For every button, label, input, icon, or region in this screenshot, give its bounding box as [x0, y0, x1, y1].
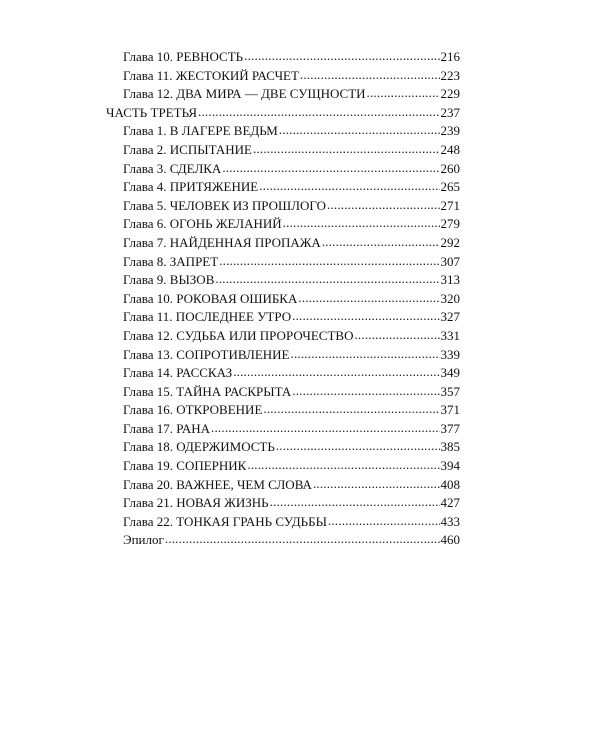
toc-entry	[123, 346, 460, 365]
toc-entry-page: 327	[440, 309, 460, 325]
toc-entry	[123, 234, 460, 253]
dot-leader	[354, 326, 439, 345]
toc-entry-title: Глава 11. ПОСЛЕДНЕЕ УТРО	[123, 309, 292, 325]
toc-entry-title: Эпилог	[123, 532, 164, 548]
toc-entry-title: Глава 22. ТОНКАЯ ГРАНЬ СУДЬБЫ	[123, 513, 327, 529]
toc-entry-page: 394	[440, 458, 460, 474]
toc-entry	[123, 420, 460, 439]
toc-entry-title: Глава 18. ОДЕРЖИМОСТЬ	[123, 439, 275, 455]
dot-leader	[322, 233, 440, 252]
toc-entry-page: 331	[440, 327, 460, 343]
toc-entry-page: 292	[440, 234, 460, 250]
toc-entry-page: 313	[440, 272, 460, 288]
toc-entry-title: Глава 13. СОПРОТИВЛЕНИЕ	[123, 346, 290, 362]
toc-entry-title: Глава 1. В ЛАГЕРЕ ВЕДЬМ	[123, 123, 278, 139]
toc-entry	[123, 141, 460, 160]
toc-entry	[123, 494, 460, 513]
toc-entry-page: 371	[440, 402, 460, 418]
dot-leader	[300, 66, 440, 85]
dot-leader	[327, 196, 440, 215]
toc-entry-page: 339	[440, 346, 460, 362]
toc-entry-title: Глава 3. СДЕЛКА	[123, 160, 222, 176]
toc-entry-title: Глава 9. ВЫЗОВ	[123, 272, 215, 288]
toc-entry-page: 349	[440, 365, 460, 381]
dot-leader	[211, 419, 439, 438]
toc-entry	[123, 290, 460, 309]
dot-leader	[244, 47, 439, 66]
toc-entry-page: 265	[440, 179, 460, 195]
toc-entry-title: Глава 8. ЗАПРЕТ	[123, 253, 219, 269]
toc-entry-page: 260	[440, 160, 460, 176]
toc-entry-title: Глава 20. ВАЖНЕЕ, ЧЕМ СЛОВА	[123, 476, 312, 492]
toc-entry	[123, 401, 460, 420]
dot-leader	[292, 382, 439, 401]
toc-entry-page: 216	[440, 49, 460, 64]
toc-epilogue-entry	[123, 531, 460, 550]
toc-entry-page: 320	[440, 290, 460, 306]
dot-leader	[215, 270, 439, 289]
toc-entry-title: Глава 4. ПРИТЯЖЕНИЕ	[123, 179, 259, 195]
dot-leader	[276, 437, 440, 456]
dot-leader	[198, 103, 439, 122]
toc-entry	[123, 327, 460, 346]
toc-entry	[123, 178, 460, 197]
toc-part-title: ЧАСТЬ ТРЕТЬЯ	[106, 104, 198, 120]
toc-entry-page: 377	[440, 420, 460, 436]
toc-entry	[123, 383, 460, 402]
dot-leader	[259, 177, 439, 196]
toc-entry	[123, 253, 460, 272]
toc-entry	[123, 67, 460, 86]
dot-leader	[222, 159, 439, 178]
dot-leader	[253, 140, 440, 159]
toc-entry	[123, 513, 460, 532]
toc-entry-title: Глава 19. СОПЕРНИК	[123, 458, 247, 474]
toc-entry-title: Глава 14. РАССКАЗ	[123, 365, 233, 381]
toc-entry-page: 279	[440, 216, 460, 232]
toc-entry-title: Глава 2. ИСПЫТАНИЕ	[123, 141, 252, 157]
toc-entry-title: Глава 10. РЕВНОСТЬ	[123, 49, 244, 64]
toc-entry-page: 237	[440, 104, 460, 120]
toc-entry	[123, 457, 460, 476]
toc-entry	[123, 438, 460, 457]
toc-entry-title: Глава 16. ОТКРОВЕНИЕ	[123, 402, 263, 418]
dot-leader	[270, 493, 440, 512]
toc-entry-title: Глава 21. НОВАЯ ЖИЗНЬ	[123, 495, 269, 511]
toc-entry-title: Глава 6. ОГОНЬ ЖЕЛАНИЙ	[123, 216, 282, 232]
dot-leader	[263, 400, 439, 419]
toc-entry-title: Глава 17. РАНА	[123, 420, 211, 436]
dot-leader	[219, 252, 439, 271]
dot-leader	[298, 289, 439, 308]
toc-entry-page: 239	[440, 123, 460, 139]
table-of-contents	[0, 48, 600, 550]
toc-entry-title: Глава 7. НАЙДЕННАЯ ПРОПАЖА	[123, 234, 321, 250]
dot-leader	[247, 456, 439, 475]
toc-entry	[123, 215, 460, 234]
toc-entry	[123, 271, 460, 290]
dot-leader	[291, 345, 440, 364]
toc-entry	[123, 364, 460, 383]
toc-entry-title: Глава 12. СУДЬБА ИЛИ ПРОРОЧЕСТВО	[123, 327, 354, 343]
toc-entry-page: 427	[440, 495, 460, 511]
dot-leader	[279, 121, 440, 140]
dot-leader	[328, 512, 440, 531]
dot-leader	[292, 307, 439, 326]
toc-entry-title: Глава 10. РОКОВАЯ ОШИБКА	[123, 290, 298, 306]
toc-entry-page: 271	[440, 197, 460, 213]
toc-entry-page: 248	[440, 141, 460, 157]
dot-leader	[283, 214, 440, 233]
dot-leader	[313, 475, 440, 494]
toc-entry-page: 229	[440, 86, 460, 102]
toc-entry	[123, 476, 460, 495]
toc-entry	[123, 85, 460, 104]
toc-entry-title: Глава 12. ДВА МИРА — ДВЕ СУЩНОСТИ	[123, 86, 366, 102]
toc-entry-page: 307	[440, 253, 460, 269]
dot-leader	[165, 530, 440, 549]
toc-entry-page: 357	[440, 383, 460, 399]
toc-entry-title: Глава 15. ТАЙНА РАСКРЫТА	[123, 383, 292, 399]
toc-entry	[123, 197, 460, 216]
toc-entry	[123, 160, 460, 179]
toc-entry-title: Глава 11. ЖЕСТОКИЙ РАСЧЕТ	[123, 67, 299, 83]
toc-entry-page: 408	[440, 476, 460, 492]
dot-leader	[367, 84, 440, 103]
toc-entry	[123, 308, 460, 327]
toc-entry-page: 460	[440, 532, 460, 548]
toc-entry	[123, 122, 460, 141]
dot-leader	[233, 363, 439, 382]
toc-entry	[123, 48, 460, 67]
toc-entry-page: 223	[440, 67, 460, 83]
toc-entry-title: Глава 5. ЧЕЛОВЕК ИЗ ПРОШЛОГО	[123, 197, 326, 213]
toc-part-entry	[106, 104, 460, 123]
toc-entry-page: 385	[440, 439, 460, 455]
toc-entry-page: 433	[440, 513, 460, 529]
